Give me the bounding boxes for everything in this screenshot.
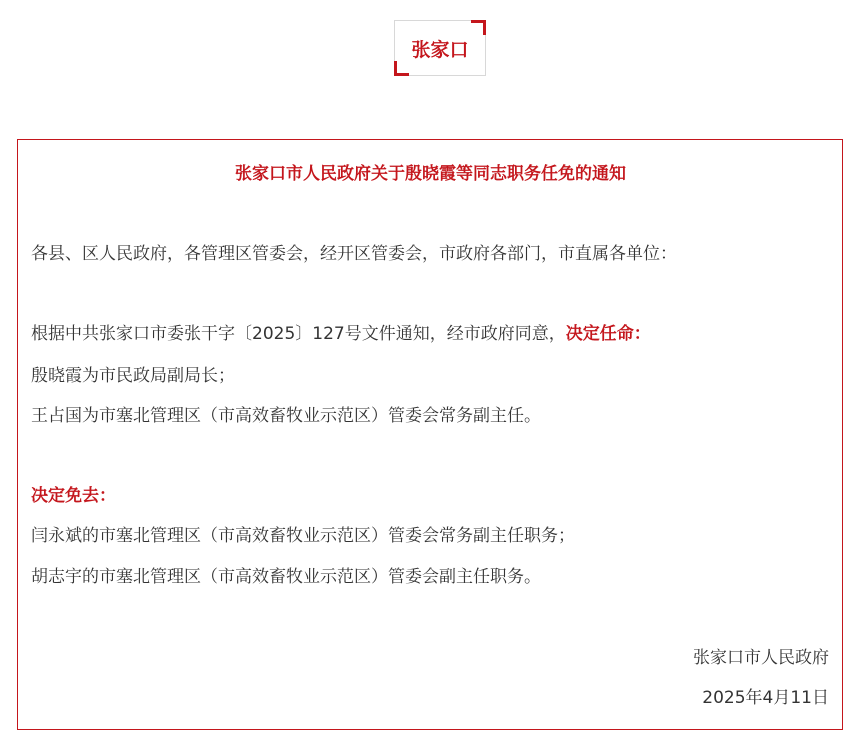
notice-title: 张家口市人民政府关于殷晓霞等同志职务任免的通知	[235, 164, 626, 184]
basis-paragraph	[31, 322, 651, 346]
issue-date: 2025年4月11日	[702, 688, 829, 708]
notice-border	[17, 139, 843, 730]
basis-text: 根据中共张家口市委张干字〔2025〕127号文件通知，经市政府同意，	[31, 324, 566, 344]
removal-item: 闫永斌的市塞北管理区（市高效畜牧业示范区）管委会常务副主任职务；	[31, 526, 575, 546]
removal-heading: 决定免去：	[31, 486, 116, 506]
appoint-heading: 决定任命：	[565, 324, 651, 344]
appointment-item: 王占国为市塞北管理区（市高效畜牧业示范区）管委会常务副主任。	[31, 406, 541, 426]
header-badge	[394, 20, 486, 76]
badge-label: 张家口	[411, 38, 469, 61]
issuer: 张家口市人民政府	[693, 648, 829, 668]
removal-item: 胡志宇的市塞北管理区（市高效畜牧业示范区）管委会副主任职务。	[31, 567, 541, 587]
appointment-item: 殷晓霞为市民政局副局长；	[31, 366, 235, 386]
salutation: 各县、区人民政府，各管理区管委会，经开区管委会，市政府各部门，市直属各单位：	[31, 244, 677, 264]
